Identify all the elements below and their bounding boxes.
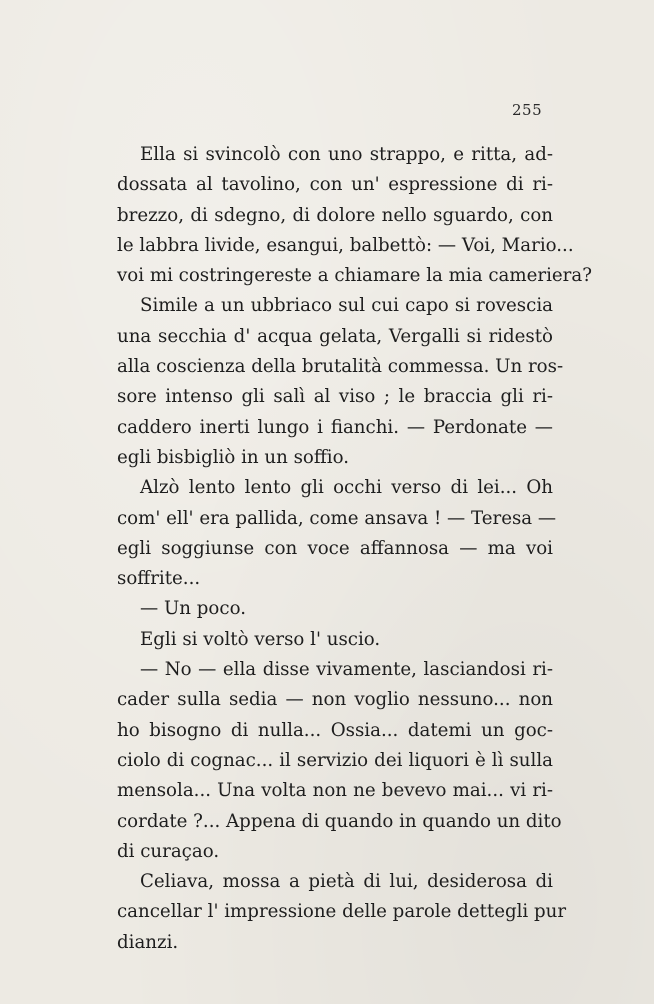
text-line: una secchia d' acqua gelata, Vergalli si ridestò xyxy=(117,325,553,347)
text-line: com' ell' era pallida, come ansava ! — Teresa — xyxy=(117,507,557,529)
text-line: ho bisogno di nulla... Ossia... datemi un goc- xyxy=(117,719,553,741)
text-line: voi mi costringereste a chiamare la mia cameriera? xyxy=(117,265,592,287)
text-line: Simile a un ubbriaco sul cui capo si rovescia xyxy=(140,295,553,317)
text-line: egli bisbigliò in un soffio. xyxy=(117,446,350,468)
text-line: Ella si svincolò con uno strappo, e ritta, ad- xyxy=(140,144,553,165)
text-line: sore intenso gli salì al viso ; le braccia gli ri- xyxy=(117,386,553,408)
text-line: brezzo, di sdegno, di dolore nello sguardo, con xyxy=(117,204,553,226)
text-line: alla coscienza della brutalità commessa. Un ros- xyxy=(117,356,564,378)
text-line: Egli si voltò verso l' uscio. xyxy=(140,628,381,650)
text-line: — Un poco. xyxy=(140,598,246,620)
body-text xyxy=(117,140,592,958)
text-line: mensola... Una volta non ne bevevo mai... vi ri- xyxy=(117,780,553,802)
text-line: dossata al tavolino, con un' espressione di ri- xyxy=(117,174,553,196)
text-line: Alzò lento lento gli occhi verso di lei... Oh xyxy=(140,477,553,499)
text-line: Celiava, mossa a pietà di lui, desiderosa di xyxy=(140,871,553,893)
text-line: soffrite... xyxy=(117,568,201,590)
text-line: cordate ?... Appena di quando in quando un dito xyxy=(117,810,562,832)
text-line: dianzi. xyxy=(117,931,179,953)
text-line: di curaçao. xyxy=(117,840,220,862)
text-line: cancellar l' impressione delle parole dettegli pur xyxy=(117,901,567,923)
text-line: cader sulla sedia — non voglio nessuno... non xyxy=(117,689,553,711)
text-line: egli soggiunse con voce affannosa — ma voi xyxy=(117,537,553,559)
text-line: — No — ella disse vivamente, lasciandosi ri- xyxy=(140,659,553,681)
text-line: le labbra livide, esangui, balbettò: — Voi, Mario... xyxy=(117,234,574,256)
text-line: ciolo di cognac... il servizio dei liquori è lì sulla xyxy=(117,749,553,771)
page-number: 255 xyxy=(512,101,543,119)
text-line: caddero inerti lungo i fianchi. — Perdonate — xyxy=(117,416,553,438)
